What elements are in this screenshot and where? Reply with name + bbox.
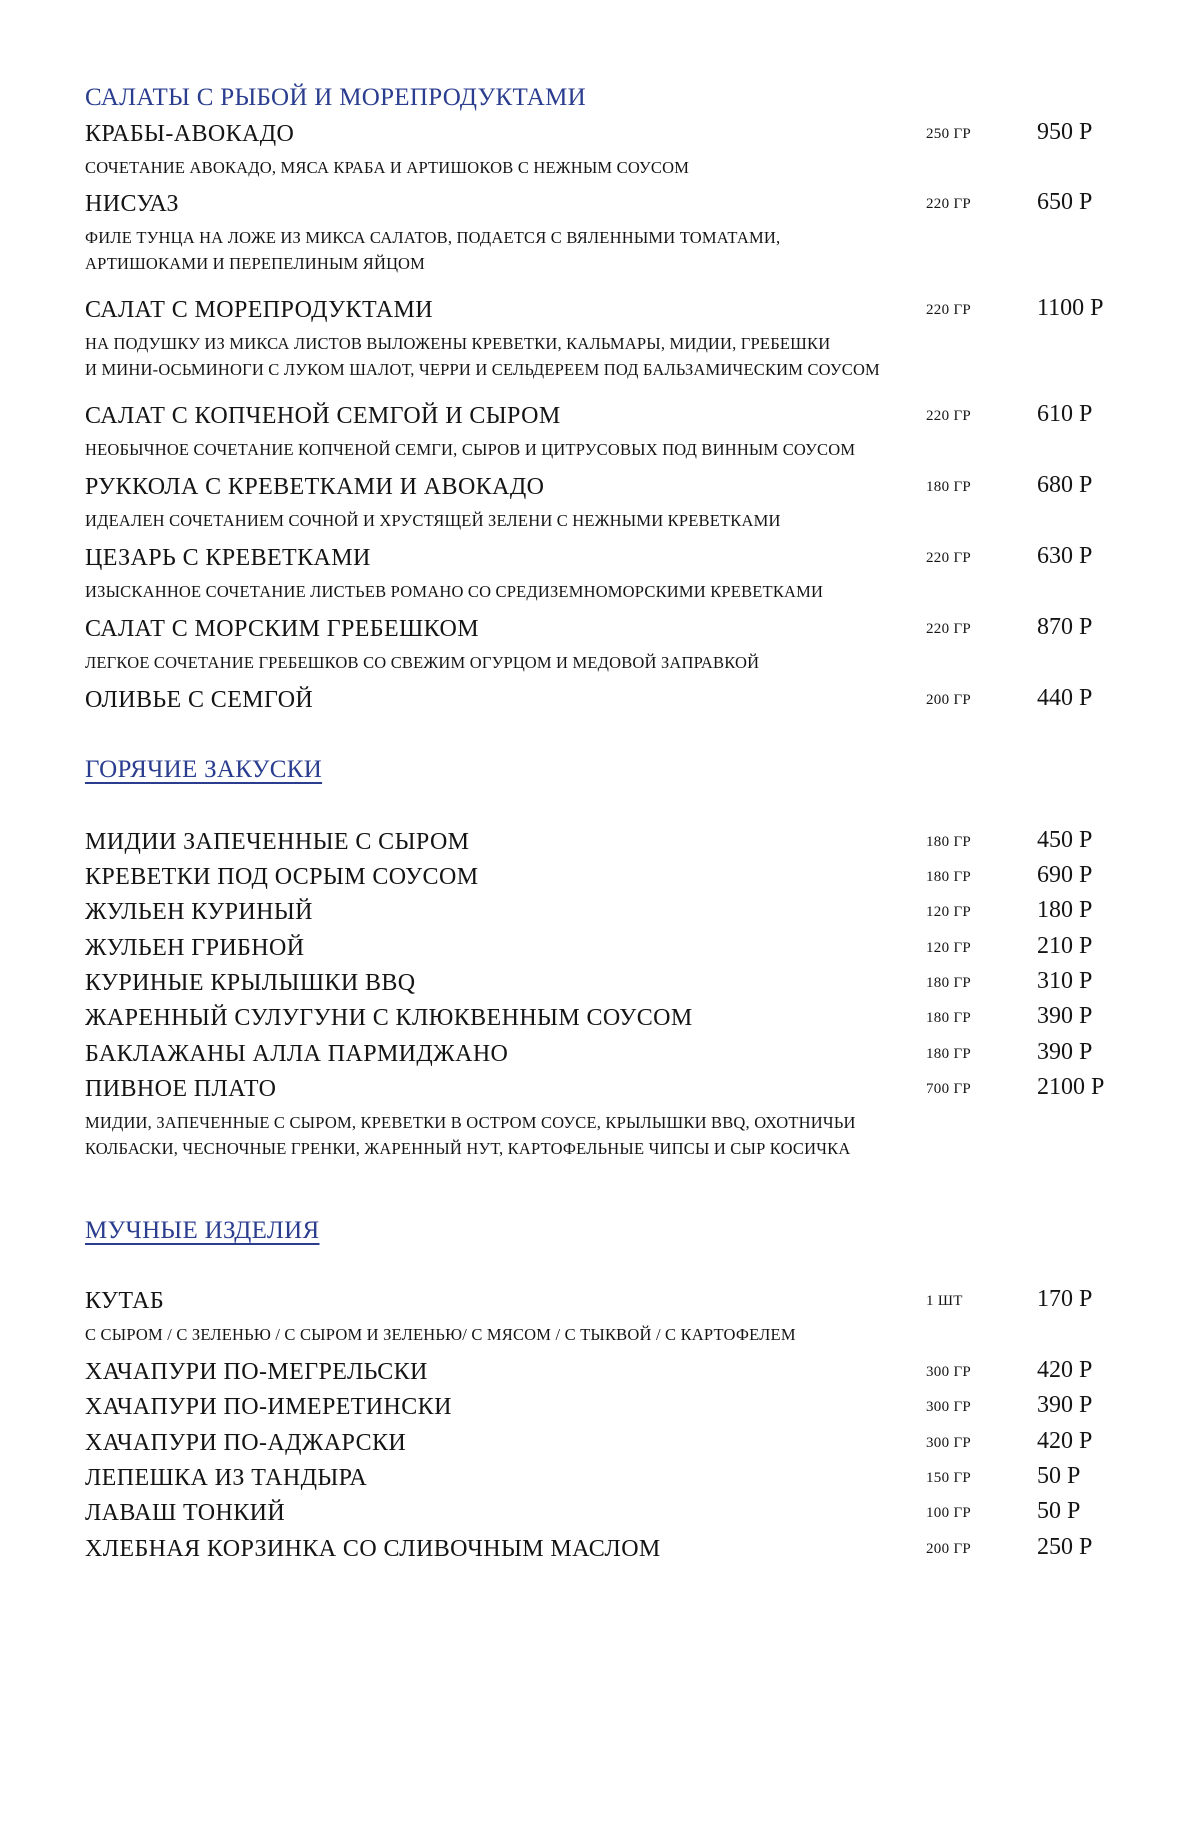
- item-name: ЖУЛЬЕН ГРИБНОЙ: [85, 935, 305, 961]
- item-weight: 250 ГР: [926, 126, 972, 142]
- item-name: ЦЕЗАРЬ С КРЕВЕТКАМИ: [85, 545, 371, 571]
- item-weight: 100 ГР: [926, 1505, 972, 1521]
- item-description: [85, 1110, 856, 1162]
- item-description: [85, 225, 780, 277]
- description-line: СОЧЕТАНИЕ АВОКАДО, МЯСА КРАБА И АРТИШОКОВ С НЕЖНЫМ СОУСОМ: [85, 158, 690, 177]
- item-weight: 120 ГР: [926, 940, 972, 956]
- item-price: 1100 Р: [1037, 295, 1104, 321]
- item-description: [85, 155, 689, 181]
- item-name: РУККОЛА С КРЕВЕТКАМИ И АВОКАДО: [85, 474, 545, 500]
- item-weight: 200 ГР: [926, 692, 972, 708]
- item-name: МИДИИ ЗАПЕЧЕННЫЕ С СЫРОМ: [85, 829, 470, 855]
- item-price: 650 Р: [1037, 189, 1093, 215]
- item-weight: 700 ГР: [926, 1081, 972, 1097]
- item-price: 870 Р: [1037, 614, 1093, 640]
- item-weight: 300 ГР: [926, 1364, 972, 1380]
- section-title-salads: САЛАТЫ С РЫБОЙ И МОРЕПРОДУКТАМИ: [85, 84, 587, 111]
- item-weight: 220 ГР: [926, 302, 972, 318]
- item-price: 420 Р: [1037, 1357, 1093, 1383]
- item-name: ЛАВАШ ТОНКИЙ: [85, 1500, 286, 1526]
- item-price: 440 Р: [1037, 685, 1093, 711]
- section-title-hot-appetizers: ГОРЯЧИЕ ЗАКУСКИ: [85, 756, 323, 783]
- description-line: И МИНИ-ОСЬМИНОГИ С ЛУКОМ ШАЛОТ, ЧЕРРИ И СЕЛЬДЕРЕЕМ ПОД БАЛЬЗАМИЧЕСКИМ СОУСОМ: [85, 360, 880, 379]
- description-line: ИЗЫСКАННОЕ СОЧЕТАНИЕ ЛИСТЬЕВ РОМАНО СО СРЕДИЗЕМНОМОРСКИМИ КРЕВЕТКАМИ: [85, 582, 824, 601]
- item-price: 950 Р: [1037, 119, 1093, 145]
- item-price: 420 Р: [1037, 1428, 1093, 1454]
- item-name: ЖУЛЬЕН КУРИНЫЙ: [85, 899, 313, 925]
- description-line: НА ПОДУШКУ ИЗ МИКСА ЛИСТОВ ВЫЛОЖЕНЫ КРЕВЕТКИ, КАЛЬМАРЫ, МИДИИ, ГРЕБЕШКИ: [85, 334, 831, 353]
- item-price: 680 Р: [1037, 472, 1093, 498]
- item-price: 450 Р: [1037, 827, 1093, 853]
- item-weight: 300 ГР: [926, 1399, 972, 1415]
- item-description: [85, 331, 880, 383]
- item-price: 50 Р: [1037, 1463, 1081, 1489]
- item-weight: 220 ГР: [926, 550, 972, 566]
- item-description: [85, 508, 781, 534]
- item-weight: 180 ГР: [926, 834, 972, 850]
- description-line: КОЛБАСКИ, ЧЕСНОЧНЫЕ ГРЕНКИ, ЖАРЕННЫЙ НУТ, КАРТОФЕЛЬНЫЕ ЧИПСЫ И СЫР КОСИЧКА: [85, 1139, 851, 1158]
- item-price: 610 Р: [1037, 401, 1093, 427]
- item-description: [85, 1322, 796, 1348]
- item-weight: 180 ГР: [926, 479, 972, 495]
- item-price: 2100 Р: [1037, 1074, 1105, 1100]
- item-price: 180 Р: [1037, 897, 1093, 923]
- description-line: С СЫРОМ / С ЗЕЛЕНЬЮ / С СЫРОМ И ЗЕЛЕНЬЮ/ С МЯСОМ / С ТЫКВОЙ / С КАРТОФЕЛЕМ: [85, 1325, 796, 1344]
- item-name: ХАЧАПУРИ ПО-АДЖАРСКИ: [85, 1430, 407, 1456]
- item-weight: 220 ГР: [926, 621, 972, 637]
- item-name: ХАЧАПУРИ ПО-МЕГРЕЛЬСКИ: [85, 1359, 428, 1385]
- item-weight: 200 ГР: [926, 1541, 972, 1557]
- description-line: НЕОБЫЧНОЕ СОЧЕТАНИЕ КОПЧЕНОЙ СЕМГИ, СЫРОВ И ЦИТРУСОВЫХ ПОД ВИННЫМ СОУСОМ: [85, 440, 856, 459]
- description-line: АРТИШОКАМИ И ПЕРЕПЕЛИНЫМ ЯЙЦОМ: [85, 254, 425, 273]
- description-line: МИДИИ, ЗАПЕЧЕННЫЕ С СЫРОМ, КРЕВЕТКИ В ОСТРОМ СОУСЕ, КРЫЛЫШКИ BBQ, ОХОТНИЧЬИ: [85, 1113, 856, 1132]
- description-line: ФИЛЕ ТУНЦА НА ЛОЖЕ ИЗ МИКСА САЛАТОВ, ПОДАЕТСЯ С ВЯЛЕННЫМИ ТОМАТАМИ,: [85, 228, 781, 247]
- item-name: ХАЧАПУРИ ПО-ИМЕРЕТИНСКИ: [85, 1394, 452, 1420]
- item-name: САЛАТ С МОРСКИМ ГРЕБЕШКОМ: [85, 616, 479, 642]
- item-description: [85, 437, 855, 463]
- item-weight: 220 ГР: [926, 196, 972, 212]
- item-weight: 1 ШТ: [926, 1293, 963, 1309]
- item-weight: 180 ГР: [926, 1046, 972, 1062]
- item-weight: 300 ГР: [926, 1435, 972, 1451]
- item-name: НИСУАЗ: [85, 191, 179, 217]
- section-title-flour-products: МУЧНЫЕ ИЗДЕЛИЯ: [85, 1217, 320, 1244]
- item-name: ЖАРЕННЫЙ СУЛУГУНИ С КЛЮКВЕННЫМ СОУСОМ: [85, 1005, 693, 1031]
- item-price: 50 Р: [1037, 1498, 1081, 1524]
- item-weight: 180 ГР: [926, 1010, 972, 1026]
- item-weight: 150 ГР: [926, 1470, 972, 1486]
- item-price: 630 Р: [1037, 543, 1093, 569]
- description-line: ИДЕАЛЕН СОЧЕТАНИЕМ СОЧНОЙ И ХРУСТЯЩЕЙ ЗЕЛЕНИ С НЕЖНЫМИ КРЕВЕТКАМИ: [85, 511, 781, 530]
- item-description: [85, 579, 823, 605]
- item-weight: 220 ГР: [926, 408, 972, 424]
- item-weight: 120 ГР: [926, 904, 972, 920]
- item-name: ХЛЕБНАЯ КОРЗИНКА СО СЛИВОЧНЫМ МАСЛОМ: [85, 1536, 661, 1562]
- item-name: ОЛИВЬЕ С СЕМГОЙ: [85, 687, 314, 713]
- item-name: БАКЛАЖАНЫ АЛЛА ПАРМИДЖАНО: [85, 1041, 509, 1067]
- item-name: САЛАТ С КОПЧЕНОЙ СЕМГОЙ И СЫРОМ: [85, 403, 561, 429]
- item-description: [85, 650, 759, 676]
- item-name: ПИВНОЕ ПЛАТО: [85, 1076, 277, 1102]
- item-price: 390 Р: [1037, 1392, 1093, 1418]
- item-price: 690 Р: [1037, 862, 1093, 888]
- description-line: ЛЕГКОЕ СОЧЕТАНИЕ ГРЕБЕШКОВ СО СВЕЖИМ ОГУРЦОМ И МЕДОВОЙ ЗАПРАВКОЙ: [85, 653, 760, 672]
- item-name: КУТАБ: [85, 1288, 165, 1314]
- item-name: КУРИНЫЕ КРЫЛЫШКИ BBQ: [85, 970, 416, 996]
- item-name: КРЕВЕТКИ ПОД ОСРЫМ СОУСОМ: [85, 864, 479, 890]
- item-price: 310 Р: [1037, 968, 1093, 994]
- item-name: КРАБЫ-АВОКАДО: [85, 121, 295, 147]
- item-price: 390 Р: [1037, 1003, 1093, 1029]
- item-price: 250 Р: [1037, 1534, 1093, 1560]
- item-price: 170 Р: [1037, 1286, 1093, 1312]
- item-name: САЛАТ С МОРЕПРОДУКТАМИ: [85, 297, 434, 323]
- item-name: ЛЕПЕШКА ИЗ ТАНДЫРА: [85, 1465, 368, 1491]
- item-price: 210 Р: [1037, 933, 1093, 959]
- item-price: 390 Р: [1037, 1039, 1093, 1065]
- item-weight: 180 ГР: [926, 869, 972, 885]
- item-weight: 180 ГР: [926, 975, 972, 991]
